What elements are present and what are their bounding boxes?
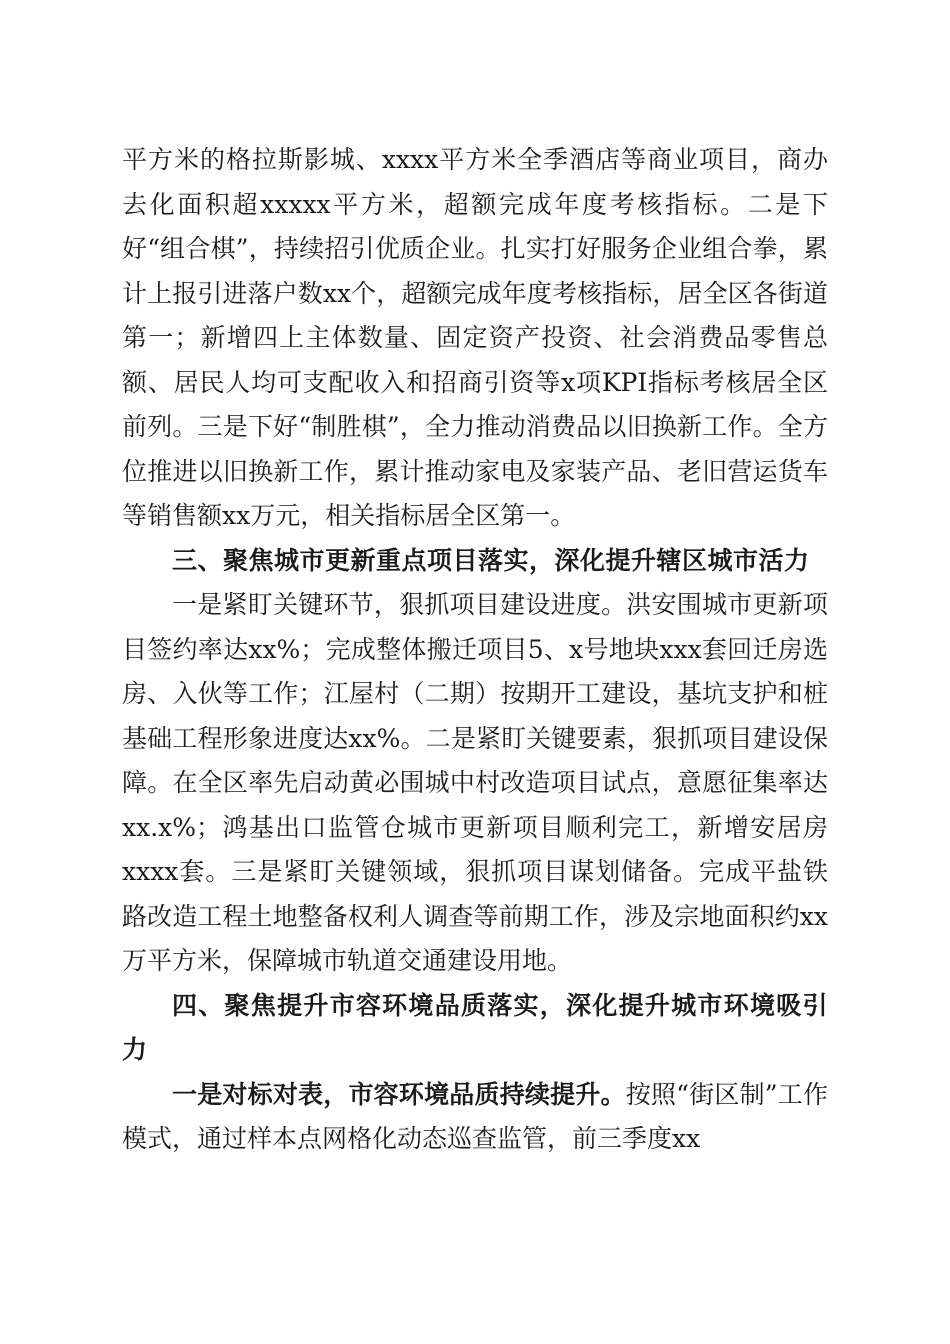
paragraph-lead-sentence: 一是对标对表，市容环境品质持续提升。 xyxy=(172,1079,626,1109)
body-paragraph: 一是紧盯关键环节，狠抓项目建设进度。洪安围城市更新项目签约率达xx%；完成整体搬迁项目5、x号地块xxx套回迁房选房、入伙等工作；江屋村（二期）按期开工建设，基坑支护和桩基础工程形象进度达xx%。二是紧盯关键要素，狠抓项目建设保障。在全区率先启动黄必围城中村改造项目试点，意愿征集率达xx.x%；鸿基出口监管仓城市更新项目顺利完工，新增安居房xxxx套。三是紧盯关键领域，狠抓项目谋划储备。完成平盐铁路改造工程土地整备权利人调查等前期工作，涉及宗地面积约xx万平方米，保障城市轨道交通建设用地。 xyxy=(122,590,828,975)
body-paragraph xyxy=(122,1073,828,1162)
paragraph-text: 按照“街区制”工作模式，通过样本点网格化动态巡查监管，前三季度xx xyxy=(122,1079,828,1153)
section-heading: 三、聚焦城市更新重点项目落实，深化提升辖区城市活力 xyxy=(172,545,810,575)
section-heading: 四、聚焦提升市容环境品质落实，深化提升城市环境吸引力 xyxy=(122,990,828,1064)
body-paragraph: 平方米的格拉斯影城、xxxx平方米全季酒店等商业项目，商办去化面积超xxxxx平方米，超额完成年度考核指标。二是下好“组合棋”，持续招引优质企业。扎实打好服务企业组合拳，累计上报引进落户数xx个，超额完成年度考核指标，居全区各街道第一；新增四上主体数量、固定资产投资、社会消费品零售总额、居民人均可支配收入和招商引资等x项KPI指标考核居全区前列。三是下好“制胜棋”，全力推动消费品以旧换新工作。全方位推进以旧换新工作，累计推动家电及家装产品、老旧营运货车等销售额xx万元，相关指标居全区第一。 xyxy=(122,145,828,530)
document-body xyxy=(122,138,828,1162)
